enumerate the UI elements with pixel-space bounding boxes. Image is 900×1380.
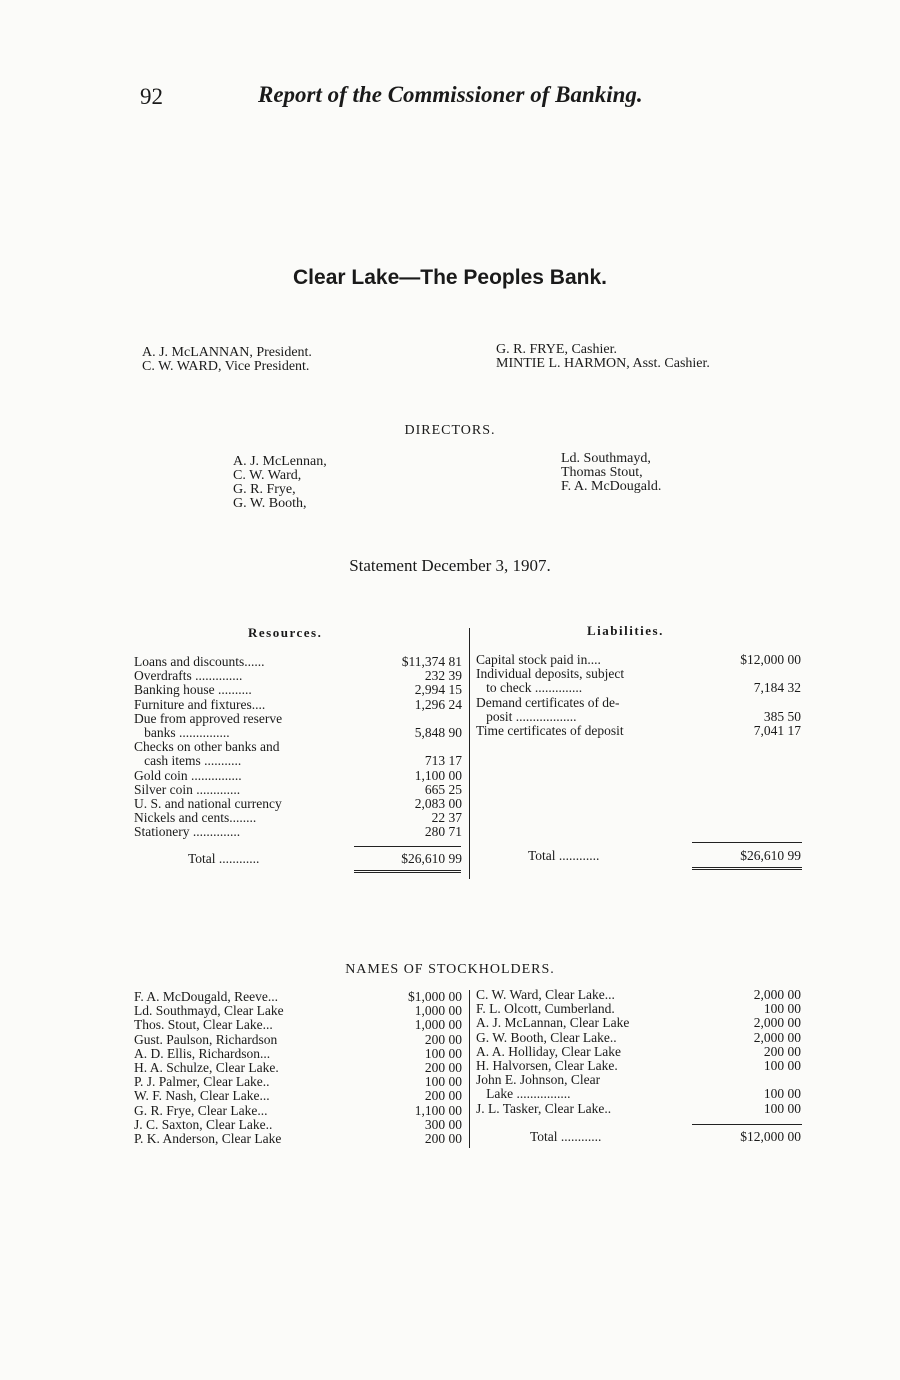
liability-label: Individual deposits, subject [476,666,625,682]
liability-row [476,667,801,681]
stockholder-amount: 100 00 [763,1001,801,1017]
stockholder-name: Lake ................ [476,1086,571,1102]
resource-amount: 232 39 [424,668,462,684]
stockholder-amount: 2,000 00 [753,1029,801,1045]
resource-label: Stationery .............. [134,824,241,840]
resource-row [134,783,462,797]
statement-title: Statement December 3, 1907. [349,556,551,575]
resource-label: Banking house .......... [134,682,252,698]
stockholder-row [134,1018,462,1032]
stockholder-name: P. K. Anderson, Clear Lake [134,1131,282,1146]
stockholder-amount: 100 00 [763,1058,801,1073]
resource-label: Loans and discounts...... [134,654,265,669]
resource-label: Silver coin ............. [134,781,241,797]
resource-row [134,797,462,811]
liability-row [476,724,801,738]
stockholder-row [476,1059,801,1073]
directors-title: DIRECTORS. [404,423,496,438]
liability-label: Demand certificates of de- [476,694,620,710]
stockholders-total-row [530,1130,801,1144]
resources-total-double-rule [354,870,461,873]
liability-amount: 7,184 32 [753,680,801,696]
stockholder-row [476,1073,801,1087]
officer-asst-cashier: MINTIE L. HARMON, Asst. Cashier. [496,356,710,371]
resource-amount: 22 37 [431,810,462,826]
stockholder-amount: 200 00 [424,1088,462,1104]
resources-total-amount: $26,610 99 [401,851,462,866]
stockholders-title: NAMES OF STOCKHOLDERS. [345,962,555,977]
stockholder-row [476,1045,801,1059]
resource-amount: 665 25 [424,781,462,797]
resource-label: banks ............... [134,725,230,740]
stockholder-row [134,1061,462,1075]
resource-label: Furniture and fixtures.... [134,696,266,712]
stockholders-total-amount: $12,000 00 [740,1129,801,1144]
stockholder-row [134,1132,462,1146]
resource-label: Due from approved reserve [134,710,283,726]
stockholder-name: F. L. Olcott, Cumberland. [476,1001,615,1017]
stockholder-amount: 100 00 [763,1086,801,1102]
stockholder-row [134,1033,462,1047]
stockholder-amount: 2,000 00 [753,1015,801,1031]
stockholder-amount: 2,000 00 [753,987,801,1002]
director-name: A. J. McLennan, [233,454,327,469]
resource-label: U. S. and national currency [134,796,282,811]
stockholder-name: John E. Johnson, Clear [476,1072,601,1088]
resource-amount: 5,848 90 [414,725,462,740]
stockholder-amount: 200 00 [424,1031,462,1047]
stockholder-name: A. J. McLannan, Clear Lake [476,1015,630,1031]
resource-row [134,669,462,683]
stockholder-name: Thos. Stout, Clear Lake... [134,1017,273,1033]
stockholder-row [134,1104,462,1118]
stockholder-name: G. R. Frye, Clear Lake... [134,1102,268,1118]
stockholder-row [134,1004,462,1018]
liability-row [476,681,801,695]
stockholder-amount: 200 00 [424,1131,462,1146]
resources-total-label: Total ............ [188,851,260,866]
resource-row [134,712,462,726]
stockholder-amount: 100 00 [763,1100,801,1116]
resource-amount: 713 17 [424,753,462,769]
resource-row [134,811,462,825]
stockholder-name: J. C. Saxton, Clear Lake.. [134,1116,273,1132]
stockholder-name: H. Halvorsen, Clear Lake. [476,1058,618,1073]
resource-row [134,726,462,740]
liabilities-total-amount: $26,610 99 [740,848,801,863]
stockholder-row [476,1016,801,1030]
stockholder-amount: 1,100 00 [414,1102,462,1118]
stockholder-row [476,1031,801,1045]
liability-amount: 385 50 [763,708,801,724]
resource-row [134,655,462,669]
liability-label: to check .............. [476,680,583,696]
director-name: C. W. Ward, [233,468,302,483]
stockholder-row [134,1118,462,1132]
stockholder-row [134,1047,462,1061]
resource-row [134,769,462,783]
resources-total-rule [354,846,461,847]
officer-vice-president: C. W. WARD, Vice President. [142,359,310,374]
stockholder-amount: 1,000 00 [414,1017,462,1033]
running-title: Report of the Commissioner of Banking. [258,82,643,107]
stockholder-name: H. A. Schulze, Clear Lake. [134,1060,279,1075]
resource-amount: 2,083 00 [414,796,462,811]
officer-president: A. J. McLANNAN, President. [142,345,312,360]
stockholders-total-label: Total ............ [530,1129,602,1144]
stockholder-name: A. A. Holliday, Clear Lake [476,1043,621,1059]
resource-label: Gold coin ............... [134,767,242,783]
liability-row [476,696,801,710]
resource-amount: 280 71 [424,824,462,840]
liability-amount: 7,041 17 [753,723,801,738]
resource-amount: 1,296 24 [414,696,462,712]
officer-cashier: G. R. FRYE, Cashier. [496,342,617,357]
liabilities-total-rule [692,842,802,843]
stockholders-column-divider [469,990,470,1148]
stockholder-name: P. J. Palmer, Clear Lake.. [134,1074,270,1090]
resource-label: cash items ........... [134,753,242,769]
stockholder-name: C. W. Ward, Clear Lake... [476,987,615,1002]
stockholder-amount: 200 00 [763,1043,801,1059]
stockholder-amount: 100 00 [424,1074,462,1090]
resources-heading: Resources. [248,625,323,640]
stockholder-name: J. L. Tasker, Clear Lake.. [476,1100,612,1116]
director-name: G. R. Frye, [233,482,296,497]
resource-label: Nickels and cents........ [134,810,257,826]
stockholder-amount: 1,000 00 [414,1003,462,1019]
liabilities-heading: Liabilities. [587,623,664,638]
stockholder-amount: 200 00 [424,1060,462,1075]
stockholder-row [476,1002,801,1016]
resource-amount: 2,994 15 [414,682,462,698]
resource-amount: 1,100 00 [414,767,462,783]
page-number: 92 [140,84,163,109]
stockholder-name: Ld. Southmayd, Clear Lake [134,1003,284,1019]
resource-row [134,698,462,712]
liability-label: Time certificates of deposit [476,723,624,738]
bank-title: Clear Lake—The Peoples Bank. [293,266,607,289]
resource-label: Overdrafts .............. [134,668,243,684]
liability-amount: $12,000 00 [740,652,801,667]
stockholder-row [134,990,462,1004]
resource-row [134,740,462,754]
stockholder-row [134,1089,462,1103]
stockholder-amount: 300 00 [424,1116,462,1132]
liabilities-total-row [528,849,801,863]
statement-column-divider [469,628,470,879]
stockholder-row [476,1087,801,1101]
liability-label: Capital stock paid in.... [476,652,601,667]
liability-row [476,653,801,667]
liability-row [476,710,801,724]
stockholder-name: G. W. Booth, Clear Lake.. [476,1029,617,1045]
stockholder-name: W. F. Nash, Clear Lake... [134,1088,270,1104]
director-name: F. A. McDougald. [561,479,662,494]
director-name: G. W. Booth, [233,496,307,511]
stockholder-name: A. D. Ellis, Richardson... [134,1045,271,1061]
director-name: Ld. Southmayd, [561,451,651,466]
liabilities-total-label: Total ............ [528,848,600,863]
resource-row [134,754,462,768]
resource-row [134,683,462,697]
resources-total-row [188,852,462,866]
director-name: Thomas Stout, [561,465,643,480]
stockholder-amount: $1,000 00 [408,989,462,1004]
resource-label: Checks on other banks and [134,739,280,755]
stockholder-row [476,1102,801,1116]
stockholder-row [134,1075,462,1089]
liabilities-total-double-rule [692,867,802,870]
liability-label: posit .................. [476,708,577,724]
stockholders-total-rule [692,1124,802,1125]
resource-amount: $11,374 81 [401,654,462,669]
stockholder-name: Gust. Paulson, Richardson [134,1031,278,1047]
stockholder-name: F. A. McDougald, Reeve... [134,989,279,1004]
stockholder-row [476,988,801,1002]
resource-row [134,825,462,839]
stockholder-amount: 100 00 [424,1045,462,1061]
